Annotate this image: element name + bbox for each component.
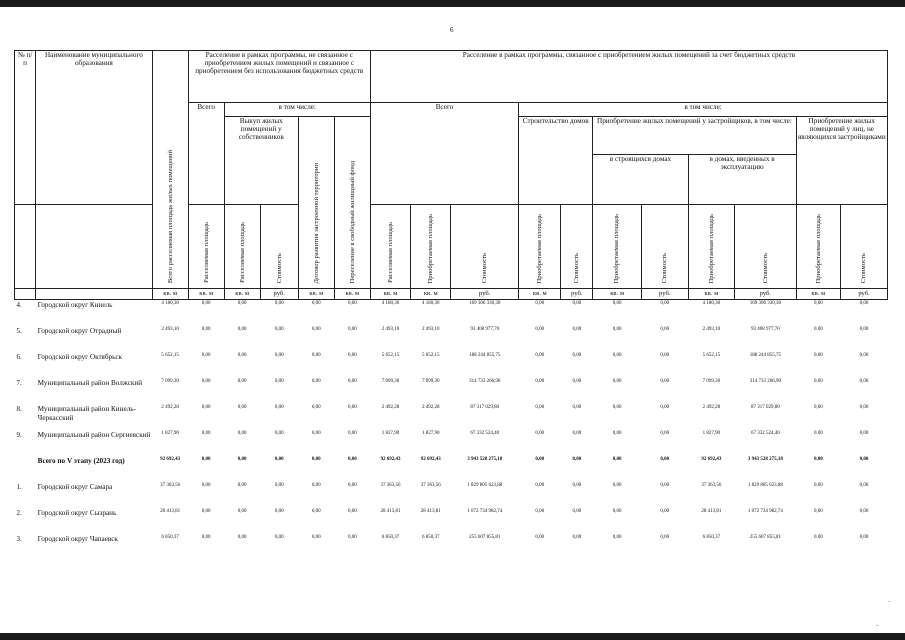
cell-d1: 0,00 [612,431,622,436]
cell-e2: 1 829 805 623,88 [747,483,783,488]
cell-a5: 0,00 [347,509,357,514]
margin-mark: · [876,622,879,630]
cell-e1: 4 180,30 [702,301,721,306]
cell-e1: 92 692,43 [701,457,722,462]
b-dev-built-header: в домах, введенных в эксплуатацию [688,155,796,205]
cell-e1: 5 652,15 [702,353,721,358]
cell-b2: 6 850,37 [421,535,440,540]
cell-f1: 0,00 [813,457,823,462]
cell-a2: 0,00 [237,509,247,514]
cell-a1: 0,00 [201,353,211,358]
cell-a1: 0,00 [201,457,211,462]
cell-f2: 0,00 [859,431,869,436]
cell-b3: 314 733 266,90 [469,379,501,384]
cell-a5: 0,00 [347,405,357,410]
cell-d1: 0,00 [612,327,622,332]
group-a-header: Расселение в рамках программы, не связанное с приобретением жилых помещений и связанное с приобретением без использования бюджетных средств [188,51,370,103]
cell-c1: 0,00 [535,405,545,410]
cell-d1: 0,00 [612,509,622,514]
table-row [15,509,888,535]
spacer-name [36,205,153,289]
row-number [15,457,36,483]
cell-a2: 0,00 [237,379,247,384]
cell-b3: 169 306 330,30 [469,301,501,306]
cell-e1: 7 099,30 [702,379,721,384]
cell-b2: 4 180,30 [421,301,440,306]
cell-b1: 2 493,10 [381,327,400,332]
cell-d1: 0,00 [612,405,622,410]
cell-c1: 0,00 [535,353,545,358]
unit-b2: кв. м [411,289,451,300]
municipality-name: Городской округ Самара [37,483,113,491]
sub-e-acquired-area: Приобретаемая площадь [688,205,735,289]
cell-c1: 0,00 [535,301,545,306]
cell-b2: 28 413,81 [420,509,441,514]
cell-c2: 0,00 [572,509,582,514]
a-total-header: Всего [188,103,224,205]
unit-blank-2 [36,289,153,300]
cell-total: 6 850,37 [161,535,179,540]
unit-c1: кв. м [519,289,561,300]
cell-d1: 0,00 [612,457,622,462]
cell-f2: 0,00 [859,483,869,488]
cell-f2: 0,00 [859,535,869,540]
unit-blank-1 [15,289,36,300]
row-number: 2. [16,509,22,517]
cell-f2: 0,00 [859,327,869,332]
cell-d2: 0,00 [660,431,670,436]
cell-e2: 314 733 266,90 [749,379,781,384]
cell-b3: 255 607 855,81 [469,535,501,540]
cell-e2: 3 943 528 275,18 [747,457,783,462]
sub-f-cost: Стоимость [841,205,888,289]
cell-total: 2 492,28 [161,405,179,410]
municipality-name: Всего по V этапу (2023 год) [37,457,125,465]
cell-a3: 0,00 [274,379,284,384]
cell-a3: 0,00 [274,457,284,462]
scan-bottom-border [0,633,905,640]
cell-d1: 0,00 [612,483,622,488]
municipality-name: Муниципальный район Сергиевский [37,431,151,439]
cell-a1: 0,00 [201,509,211,514]
cell-b2: 37 363,56 [420,483,441,488]
cell-a3: 0,00 [274,353,284,358]
cell-c2: 0,00 [572,535,582,540]
cell-c2: 0,00 [572,353,582,358]
cell-d2: 0,00 [660,483,670,488]
cell-a2: 0,00 [237,301,247,306]
sub-c-acquired-area: Приобретаемая площадь [519,205,561,289]
cell-a5: 0,00 [347,535,357,540]
cell-a3: 0,00 [274,405,284,410]
unit-e1: кв. м [688,289,735,300]
cell-a3: 0,00 [274,431,284,436]
municipality-name: Городской округ Кинель [37,301,113,309]
municipality-name: Муниципальный район Волжский [37,379,143,387]
cell-b2: 7 099,30 [421,379,440,384]
cell-a1: 0,00 [201,301,211,306]
col-total-area-header: Всего расселяемая площадь жилых помещений [152,51,188,289]
cell-b3: 93 408 977,70 [470,327,500,332]
municipality-name: Городской округ Чапаевск [37,535,118,543]
unit-f2: руб. [841,289,888,300]
municipality-name: Городской округ Отрадный [37,327,122,335]
cell-c2: 0,00 [572,431,582,436]
cell-b1: 28 413,81 [380,509,401,514]
cell-e2: 67 332 524,40 [750,431,780,436]
col-num-header: № п/п [15,51,36,205]
cell-e1: 37 363,56 [701,483,722,488]
row-number: 6. [16,353,22,361]
cell-b2: 2 493,10 [421,327,440,332]
cell-f1: 0,00 [813,405,823,410]
cell-b2: 92 692,43 [420,457,441,462]
cell-f1: 0,00 [813,301,823,306]
cell-e2: 255 607 855,81 [749,535,781,540]
unit-f1: кв. м [796,289,840,300]
unit-a3: руб. [260,289,298,300]
cell-d1: 0,00 [612,535,622,540]
table-row [15,431,888,457]
cell-a4: 0,00 [311,301,321,306]
cell-e1: 2 493,10 [702,327,721,332]
cell-a5: 0,00 [347,457,357,462]
cell-a2: 0,00 [237,483,247,488]
b-total-header: Всего [370,103,518,205]
unit-b3: руб. [451,289,519,300]
scan-top-border [0,0,905,7]
cell-a4: 0,00 [311,379,321,384]
cell-a4: 0,00 [311,431,321,436]
unit-a4: кв. м [298,289,334,300]
cell-b3: 188 244 855,75 [469,353,501,358]
cell-a1: 0,00 [201,535,211,540]
table-row [15,379,888,405]
a-incl-header: в том числе: [224,103,370,117]
cell-b1: 6 850,37 [381,535,400,540]
unit-d1: кв. м [593,289,642,300]
table-total-row [15,457,888,483]
cell-a1: 0,00 [201,405,211,410]
cell-total: 37 363,56 [160,483,181,488]
cell-c2: 0,00 [572,327,582,332]
page-number: 6 [450,26,454,34]
table-body [15,300,888,562]
cell-a3: 0,00 [274,301,284,306]
cell-a2: 0,00 [237,457,247,462]
cell-a4: 0,00 [311,457,321,462]
sub-a-total-area: Расселяемая площадь [188,205,224,289]
row-number: 1. [16,483,22,491]
cell-a1: 0,00 [201,483,211,488]
cell-c1: 0,00 [535,327,545,332]
cell-a5: 0,00 [347,327,357,332]
a-contract-header: Договор развития застроенной территории [298,117,334,289]
cell-a3: 0,00 [274,483,284,488]
cell-c1: 0,00 [535,535,545,540]
cell-d2: 0,00 [660,327,670,332]
cell-a3: 0,00 [274,327,284,332]
cell-b3: 87 317 029,80 [470,405,500,410]
cell-c1: 0,00 [535,431,545,436]
cell-a3: 0,00 [274,535,284,540]
cell-e2: 1 072 734 982,74 [747,509,783,514]
cell-e1: 6 850,37 [702,535,721,540]
cell-b1: 4 180,30 [381,301,400,306]
sub-e-cost: Стоимость [735,205,796,289]
a-relocation-header: Переселение в свободный жилищный фонд [334,117,370,289]
sub-c-cost: Стоимость [561,205,593,289]
cell-a2: 0,00 [237,535,247,540]
cell-b3: 1 829 805 623,88 [467,483,503,488]
cell-a4: 0,00 [311,509,321,514]
cell-a4: 0,00 [311,535,321,540]
municipality-name: Городской округ Октябрьск [37,353,123,361]
cell-f1: 0,00 [813,483,823,488]
cell-d2: 0,00 [660,301,670,306]
cell-b3: 67 332 524,40 [470,431,500,436]
cell-b2: 1 827,90 [421,431,440,436]
cell-a2: 0,00 [237,353,247,358]
cell-f1: 0,00 [813,535,823,540]
sub-b-relocated-area: Расселяемая площадь [370,205,410,289]
col-name-header: Наименование муниципального образования [36,51,153,205]
cell-a3: 0,00 [274,509,284,514]
cell-e1: 28 413,81 [701,509,722,514]
cell-a1: 0,00 [201,327,211,332]
cell-d2: 0,00 [660,509,670,514]
cell-a4: 0,00 [311,353,321,358]
cell-d2: 0,00 [660,457,670,462]
unit-a1: кв. м [188,289,224,300]
cell-f1: 0,00 [813,379,823,384]
cell-b1: 1 827,90 [381,431,400,436]
cell-d1: 0,00 [612,353,622,358]
cell-f1: 0,00 [813,327,823,332]
unit-a5: кв. м [334,289,370,300]
cell-b2: 5 652,15 [421,353,440,358]
cell-d2: 0,00 [660,535,670,540]
cell-b3: 1 072 734 982,74 [467,509,503,514]
cell-a5: 0,00 [347,483,357,488]
cell-b1: 2 492,28 [381,405,400,410]
cell-f1: 0,00 [813,353,823,358]
unit-b1: кв. м [370,289,410,300]
cell-c1: 0,00 [535,379,545,384]
cell-d2: 0,00 [660,405,670,410]
cell-total: 5 652,15 [161,353,179,358]
cell-c1: 0,00 [535,457,545,462]
unit-c2: руб. [561,289,593,300]
cell-a2: 0,00 [237,327,247,332]
cell-total: 2 493,10 [161,327,179,332]
municipality-name: Муниципальный район Кинель-Черкасский [37,405,136,422]
row-number: 9. [16,431,22,439]
municipality-name: Городской округ Сызрань [37,509,117,517]
row-number: 5. [16,327,22,335]
unit-e2: руб. [735,289,796,300]
cell-c2: 0,00 [572,379,582,384]
cell-c2: 0,00 [572,301,582,306]
group-b-header: Расселение в рамках программы, связанное с приобретением жилых помещений за счет бюджетных средств [370,51,887,103]
sub-a-buyout-area: Расселяемая площадь [224,205,260,289]
sub-b-cost: Стоимость [451,205,519,289]
cell-b1: 92 692,43 [380,457,401,462]
cell-f2: 0,00 [859,405,869,410]
cell-e2: 188 244 855,75 [749,353,781,358]
sub-a-buyout-cost: Стоимость [260,205,298,289]
cell-f2: 0,00 [859,457,869,462]
cell-b1: 7 099,30 [381,379,400,384]
b-dev-building-header: в строящихся домах [593,155,688,205]
cell-f1: 0,00 [813,509,823,514]
cell-c2: 0,00 [572,483,582,488]
sub-b-acquired-area: Приобретаемая площадь [411,205,451,289]
cell-a4: 0,00 [311,483,321,488]
b-dev-header: Приобретение жилых помещений у застройщиков, в том числе: [593,117,796,155]
sub-f-acquired-area: Приобретаемая площадь [796,205,840,289]
row-number: 4. [16,301,22,309]
cell-f2: 0,00 [859,379,869,384]
cell-e1: 2 492,28 [702,405,721,410]
cell-b3: 3 943 528 275,18 [467,457,503,462]
cell-a5: 0,00 [347,379,357,384]
cell-c1: 0,00 [535,509,545,514]
sub-d-cost: Стоимость [641,205,688,289]
row-number: 7. [16,379,22,387]
spacer-num [15,205,36,289]
cell-a5: 0,00 [347,301,357,306]
cell-c2: 0,00 [572,405,582,410]
cell-total: 28 413,81 [160,509,181,514]
unit-a2: кв. м [224,289,260,300]
cell-a4: 0,00 [311,327,321,332]
cell-a2: 0,00 [237,405,247,410]
cell-a2: 0,00 [237,431,247,436]
cell-a1: 0,00 [201,379,211,384]
cell-total: 1 827,90 [161,431,179,436]
cell-total: 4 180,30 [161,301,179,306]
cell-f2: 0,00 [859,301,869,306]
unit-total: кв. м [152,289,188,300]
cell-e2: 169 306 330,30 [749,301,781,306]
cell-e1: 1 827,90 [702,431,721,436]
cell-a5: 0,00 [347,431,357,436]
cell-f1: 0,00 [813,431,823,436]
cell-total: 7 099,30 [161,379,179,384]
a-buyout-header: Выкуп жилых помещений у собственников [224,117,298,205]
cell-b2: 2 492,28 [421,405,440,410]
unit-d2: руб. [641,289,688,300]
table-row [15,327,888,353]
relocation-table [14,50,888,561]
cell-f2: 0,00 [859,509,869,514]
cell-b1: 5 652,15 [381,353,400,358]
table-row [15,535,888,561]
row-number: 8. [16,405,22,413]
cell-d1: 0,00 [612,379,622,384]
cell-a1: 0,00 [201,431,211,436]
cell-total: 92 692,43 [160,457,181,462]
cell-d1: 0,00 [612,301,622,306]
table-row [15,405,888,431]
cell-a4: 0,00 [311,405,321,410]
cell-d2: 0,00 [660,379,670,384]
cell-f2: 0,00 [859,353,869,358]
cell-c2: 0,00 [572,457,582,462]
cell-e2: 93 408 977,70 [750,327,780,332]
cell-a5: 0,00 [347,353,357,358]
b-incl-header: в том числе: [519,103,888,117]
margin-mark: · [888,598,891,606]
table-row [15,300,888,328]
cell-d2: 0,00 [660,353,670,358]
table-row [15,353,888,379]
sub-d-acquired-area: Приобретаемая площадь [593,205,642,289]
b-build-header: Строительство домов [519,117,593,205]
cell-b1: 37 363,56 [380,483,401,488]
b-other-header: Приобретение жилых помещений у лиц, не являющихся застройщиками [796,117,887,205]
row-number: 3. [16,535,22,543]
cell-c1: 0,00 [535,483,545,488]
table-row [15,483,888,509]
cell-e2: 87 317 029,80 [750,405,780,410]
